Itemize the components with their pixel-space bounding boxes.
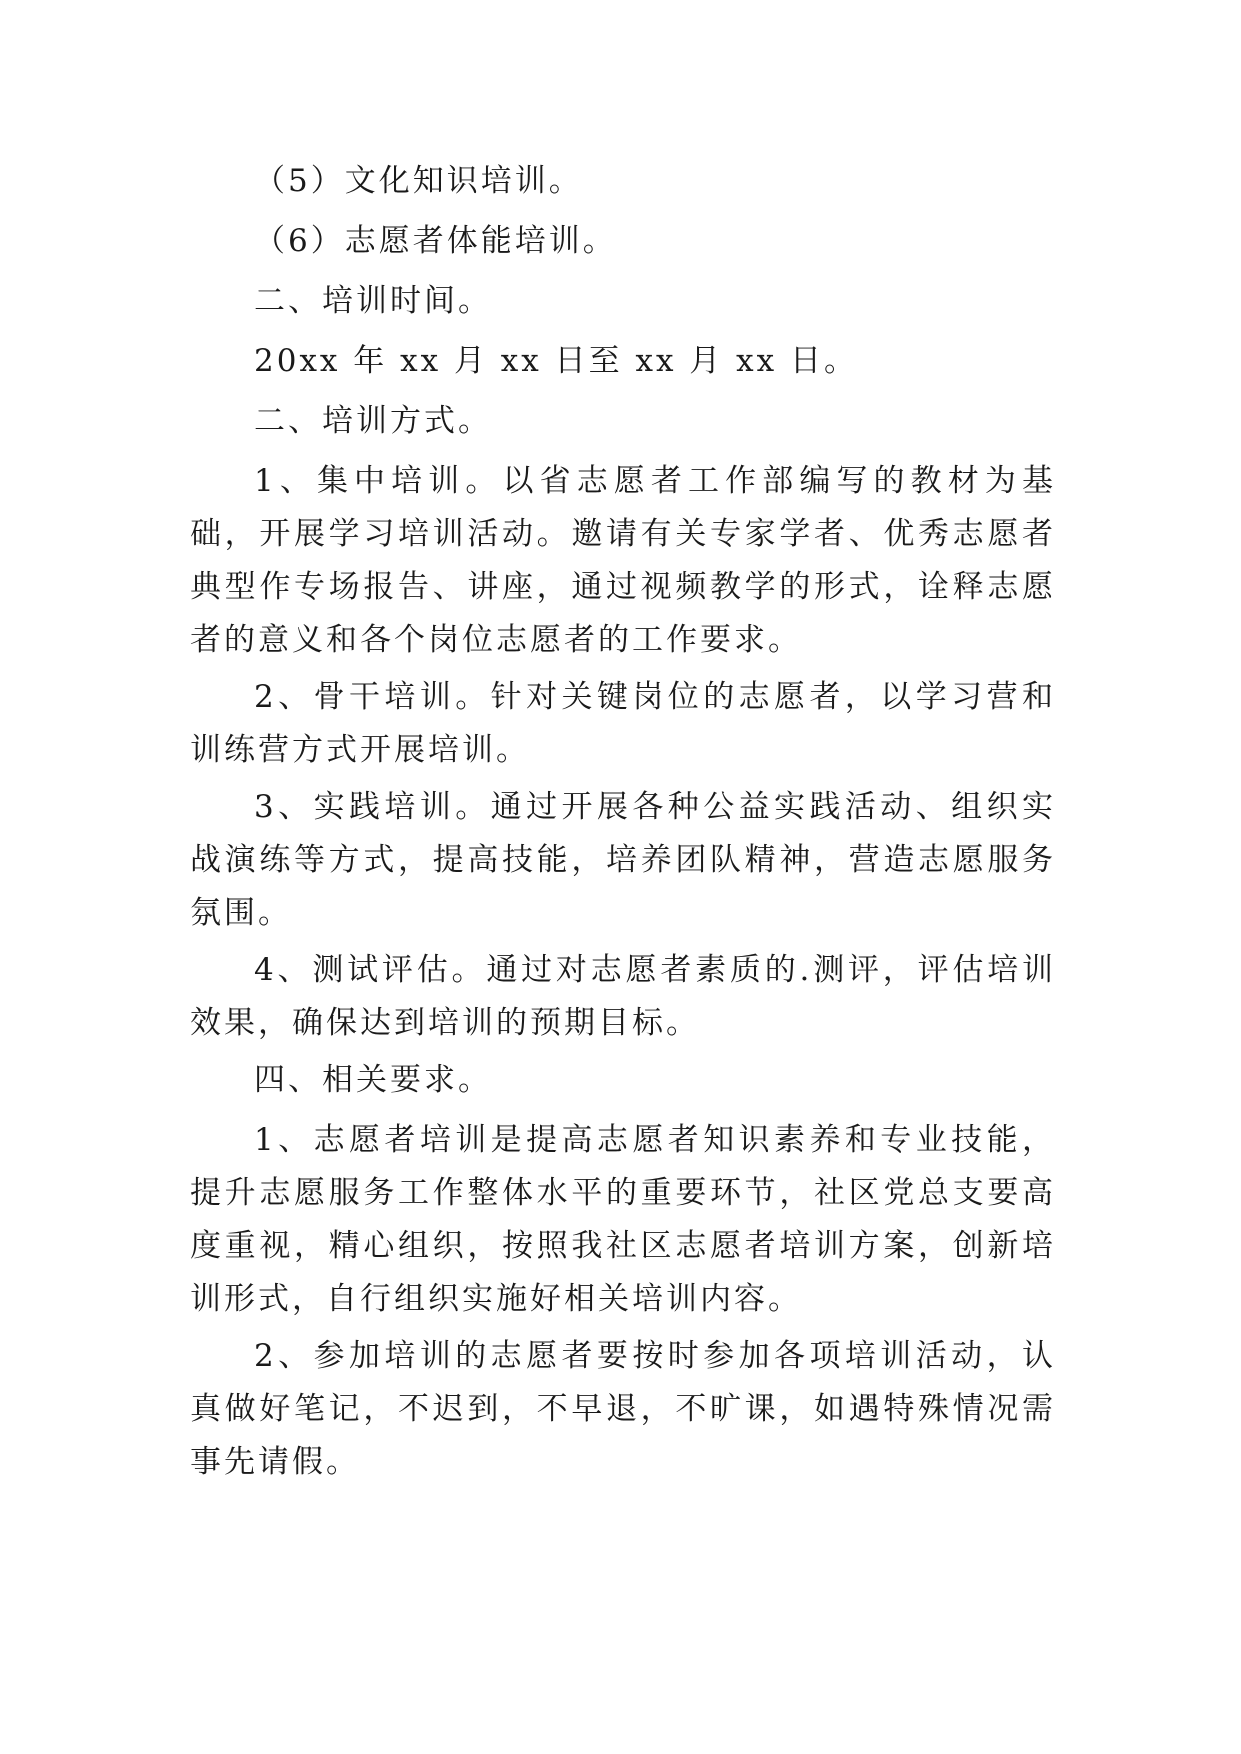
section-heading-training-time: 二、培训时间。 — [254, 283, 492, 319]
document-body — [190, 155, 1056, 1493]
paragraph-requirement-2: 2、参加培训的志愿者要按时参加各项培训活动，认真做好笔记，不迟到，不早退，不旷课，如遇特殊情况需事先请假。 — [190, 1338, 1056, 1480]
paragraph-centralized-training: 1、集中培训。以省志愿者工作部编写的教材为基础，开展学习培训活动。邀请有关专家学者、优秀志愿者典型作专场报告、讲座，通过视频教学的形式，诠释志愿者的意义和各个岗位志愿者的工作要求。 — [190, 463, 1056, 658]
paragraph-requirement-1: 1、志愿者培训是提高志愿者知识素养和专业技能，提升志愿服务工作整体水平的重要环节，社区党总支要高度重视，精心组织，按照我社区志愿者培训方案，创新培训形式，自行组织实施好相关培训内容。 — [190, 1122, 1056, 1317]
paragraph-practice-training: 3、实践培训。通过开展各种公益实践活动、组织实战演练等方式，提高技能，培养团队精神，营造志愿服务氛围。 — [190, 789, 1056, 931]
training-date-range: 20xx 年 xx 月 xx 日至 xx 月 xx 日。 — [254, 343, 858, 379]
section-heading-training-method: 二、培训方式。 — [254, 403, 492, 439]
paragraph-test-evaluation: 4、测试评估。通过对志愿者素质的.测评，评估培训效果，确保达到培训的预期目标。 — [190, 952, 1056, 1041]
paragraph-backbone-training: 2、骨干培训。针对关键岗位的志愿者，以学习营和训练营方式开展培训。 — [190, 679, 1056, 768]
section-heading-requirements: 四、相关要求。 — [254, 1062, 492, 1098]
list-item-fitness-training: （6）志愿者体能培训。 — [254, 223, 617, 259]
list-item-cultural-training: （5）文化知识培训。 — [254, 163, 583, 199]
